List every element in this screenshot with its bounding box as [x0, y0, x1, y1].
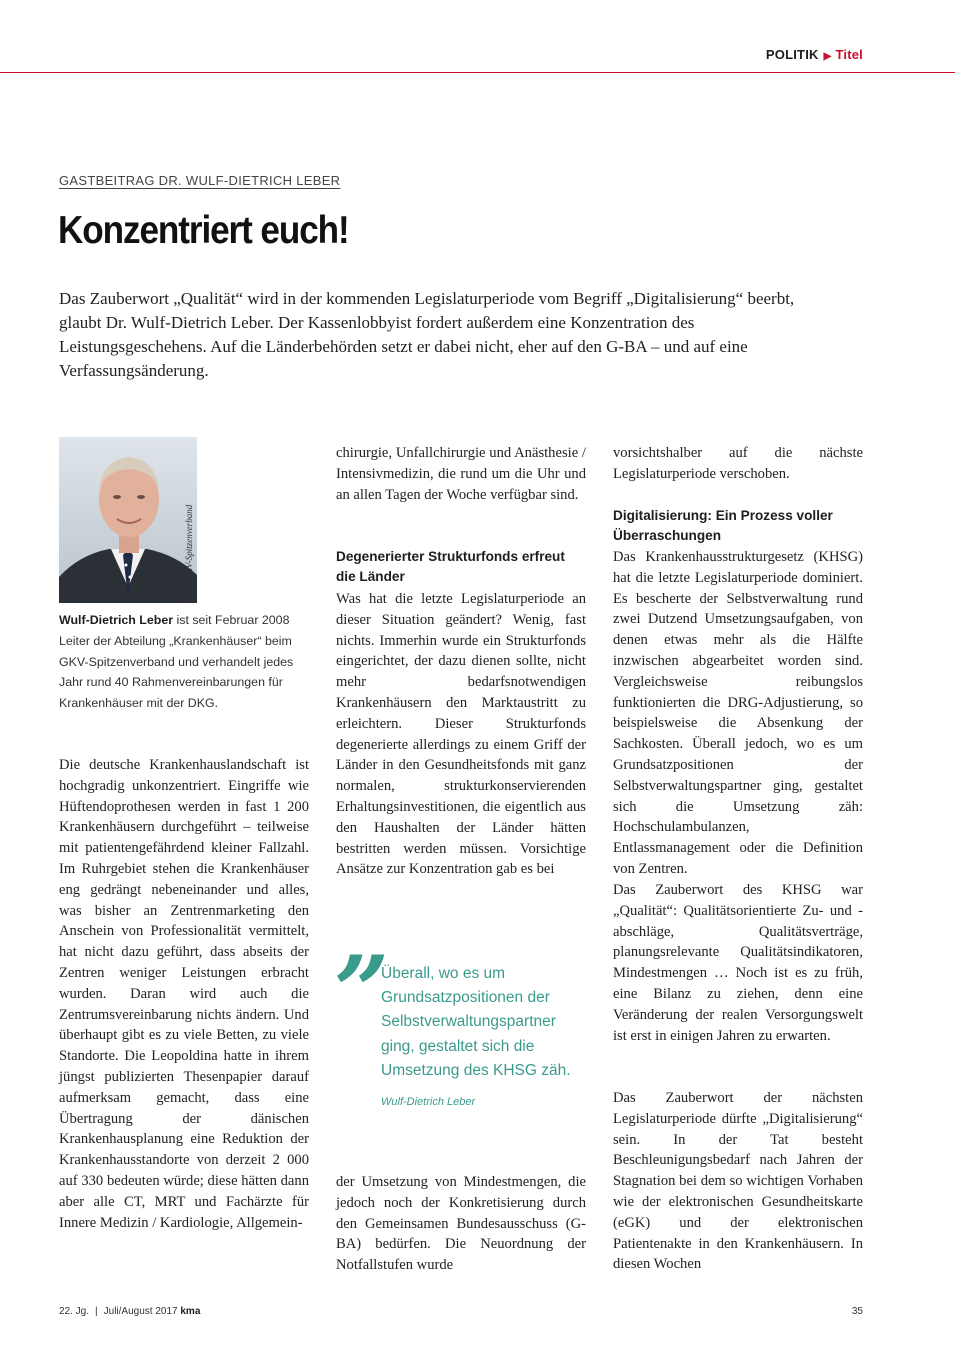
footer-issue: Juli/August 2017: [103, 1306, 178, 1317]
body-column-3-intro: vorsichtshalber auf die nächste Legislaturperiode verschoben.: [613, 445, 863, 482]
subheading-digitalisierung: Digitalisierung: Ein Prozess voller Überraschungen: [613, 508, 833, 543]
article-lead: Das Zauberwort „Qualität“ wird in der kommenden Legislaturperiode vom Begriff „Digitalisierung“ beerbt, glaubt Dr. Wulf-Dietrich Leber. Der Kassenlobbyist fordert außerdem eine Konzentration des Leistungsgeschehens. Auf die Länderbehörden setzt er dabei nicht, eher auf den G-BA – und auf eine Verfassungsänderung.: [59, 289, 795, 380]
article-headline: Konzentriert euch!: [58, 209, 349, 252]
subheading-strukturfonds: Degenerierter Strukturfonds erfreut die Länder: [336, 549, 565, 584]
body-column-2-main: Was hat die letzte Legislaturperiode an dieser Situation geändert? Wenig, fast nichts. Immerhin wurde ein Strukturfonds eingerichtet, der dazu dienen sollte, nicht mehr bedarfsnotwendigen Krankenhäusern den Marktaustritt zu erleichtern. Dieser Strukturfonds degenerierte allerdings zu einem Griff der Länder in den Gesundheitsfonds mit ganz normalen, strukturkonservierenden Erhaltungsinvestitionen, die eigentlich aus den Haushalten der Länder hätten bestritten werden müssen. Vorsichtige Ansätze zur Konzentration gab es bei: [336, 591, 586, 878]
page-number: 35: [851, 1306, 863, 1317]
body-column-2-end: der Umsetzung von Mindestmengen, die jedoch noch der Konkretisierung durch den Gemeinsamen Bundesausschuss (G-BA) bedürfen. Die Neuordnung der Notfallstufen wurde: [336, 1174, 586, 1274]
author-photo: [59, 437, 197, 603]
author-bio: [59, 610, 311, 714]
photo-credit: Foto: GKV-Spitzenverband: [184, 504, 194, 603]
footer-volume: 22. Jg.: [59, 1306, 90, 1317]
body-column-3-qualitaet: Das Zauberwort des KHSG war „Qualität“: Qualitätsorientierte Zu- und -abschläge, Qualitätsverträge, planungsrelevante Qualitätsindikatoren, Mindestmengen … Noch ist es zu früh, eine Bilanz zu ziehen, denn eine Veränderung der realen Versorgungswelt ist erst in einigen Jahren zu erwarten.: [613, 882, 863, 1044]
footer-brand: kma: [180, 1306, 201, 1317]
author-bio-text: ist seit Februar 2008 Leiter der Abteilung „Krankenhäuser“ beim GKV-Spitzenverband und verhandelt jedes Jahr rund 40 Rahmenvereinbarungen für Krankenhäuser mit der DKG.: [59, 613, 294, 711]
portrait-illustration: [59, 437, 197, 603]
pull-quote-author: Wulf-Dietrich Leber: [381, 1096, 476, 1108]
body-column-1: Die deutsche Krankenhauslandschaft ist hochgradig unkonzentriert. Eingriffe wie Hüftendoprothesen werden in fast 1 200 Krankenhäusern durchgeführt – teilweise mit patientengefährdend kleiner Fallzahl. Im Ruhrgebiet stehen die Krankenhäuser eng gedrängt nebeneinander und alles, was bisher an Zentrenmarketing den Anschein von Professionalität vermittelt, hat nicht dazu geführt, dass abseits der Zentren weniger Leistungen erbracht wurden. Daran wird auch die Zentrumsvereinbarung nichts ändern. Und überhaupt gibt es zu viele Betten, zu viele Standorte. Die Leopoldina hatte in ihrem jüngst publizierten Thesenpapier darauf aufmerksam gemacht, dass eine Übertragung der dänischen Krankenhausplanung eine Reduktion der Krankenhausstandorte von derzeit 2 000 auf 330 bedeuten würde; diese hätten dann aber alle CT, MRT und Fachärzte für Innere Medizin / Kardiologie, Allgemein-: [59, 757, 309, 1231]
quote-mark-icon: ”: [334, 935, 390, 1048]
body-column-3-khsg: Das Krankenhausstrukturgesetz (KHSG) hat die letzte Legislaturperiode dominiert. Es bescherte der Selbstverwaltung rund zwei Dutzend Umsetzungsaufgaben, von denen etwas mehr als die Hälfte inzwischen abgearbeitet worden sind. Vergleichsweise reibungslos funktionierten die DRG-Adjustierung, so beispielsweise die Absenkung der Sachkosten. Überall jedoch, wo es um Grundsatzpositionen der Selbstverwaltungspartner ging, gestaltet sich die Umsetzung zäh: Hochschulambulanzen, Entlassmanagement oder die Definition von Zentren.: [613, 549, 863, 877]
subsection-label: Titel: [835, 47, 863, 62]
article-kicker: GASTBEITRAG DR. WULF-DIETRICH LEBER: [59, 173, 341, 188]
section-label: POLITIK: [765, 47, 819, 62]
body-column-2-intro: chirurgie, Unfallchirurgie und Anästhesie / Intensivmedizin, die rund um die Uhr und an allen Tagen der Woche verfügbar sind.: [336, 445, 586, 503]
triangle-right-icon: ▶: [823, 51, 832, 62]
section-tag: [766, 47, 863, 62]
footer-separator: |: [95, 1306, 98, 1317]
header-divider: [0, 72, 955, 73]
page-footer: [59, 1306, 200, 1317]
author-name: Wulf-Dietrich Leber: [59, 613, 174, 627]
body-column-3-digitalisierung: Das Zauberwort der nächsten Legislaturperiode dürfte „Digitalisierung“ sein. In der Tat besteht Beschleunigungsbedarf nach Jahren der Stagnation bei dem so wichtigen Vorhaben wie der elektronischen Gesundheitskarte (eGK) und der elektronischen Patientenakte in den Krankenhäusern. In diesen Wochen: [613, 1090, 863, 1273]
pull-quote: Überall, wo es um Grundsatzpositionen der Selbstverwaltungspartner ging, gestaltet sich die Umsetzung des KHSG zäh.: [381, 965, 571, 1079]
